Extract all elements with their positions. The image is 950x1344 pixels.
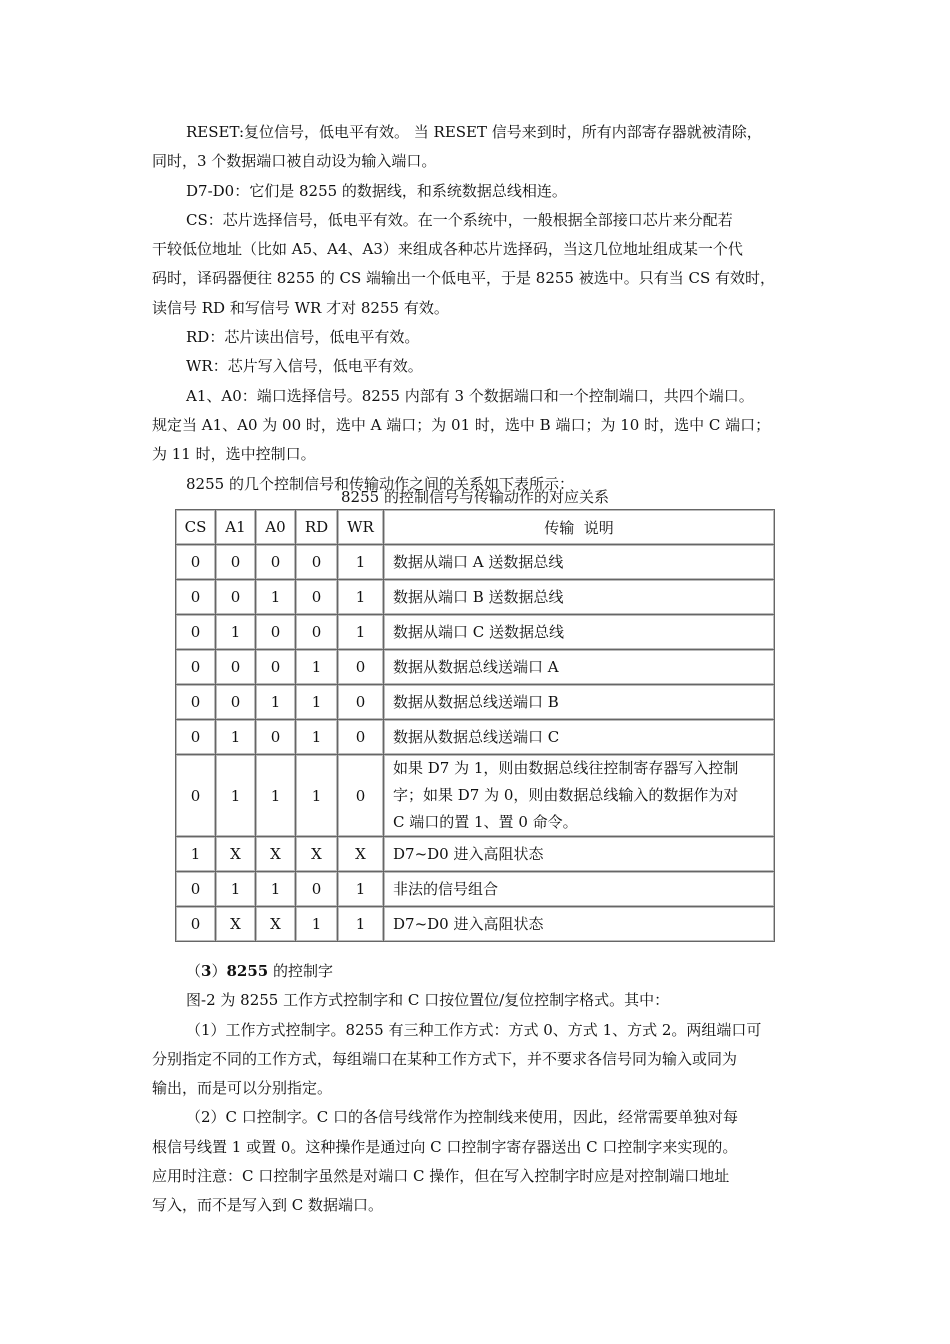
paragraph-line: A1、A0：端口选择信号。8255 内部有 3 个数据端口和一个控制端口，共四个端口。 [186,386,754,405]
cell-description [384,545,775,580]
cell-cs: 0 [176,545,216,580]
paragraph-line: WR：芯片写入信号，低电平有效。 [186,357,423,376]
cell-a0: 0 [256,615,296,650]
paragraph-line: 读信号 RD 和写信号 WR 才对 8255 有效。 [152,298,449,317]
cell-description [384,907,775,942]
cell-rd: 0 [296,580,338,615]
paragraph-line: （1）工作方式控制字。8255 有三种工作方式：方式 0、方式 1、方式 2。两组端口可 [186,1020,762,1039]
cell-description [384,720,775,755]
cell-wr: X [338,837,384,872]
table-row [176,907,775,942]
cell-cs: 1 [176,837,216,872]
section-heading: （3）8255 的控制字 [186,962,333,980]
paragraph-line: 输出，而是可以分别指定。 [152,1079,333,1098]
table-row [176,755,775,837]
description-line: 数据从端口 B 送数据总线 [393,587,564,606]
table-row [176,685,775,720]
cell-wr: 1 [338,580,384,615]
paragraph-line: 码时，译码器便往 8255 的 CS 端输出一个低电平，于是 8255 被选中。只有当 CS 有效时， [152,269,776,288]
paragraph-line: RD：芯片读出信号，低电平有效。 [186,328,420,347]
cell-wr: 1 [338,615,384,650]
cell-a0: 1 [256,580,296,615]
paragraph-line: 应用时注意：C 口控制字虽然是对端口 C 操作，但在写入控制字时应是对控制端口地址 [152,1167,730,1186]
paragraph-line: CS：芯片选择信号，低电平有效。在一个系统中，一般根据全部接口芯片来分配若 [186,210,733,229]
header-a1: A1 [216,510,256,545]
cell-rd: 1 [296,720,338,755]
cell-a1: 1 [216,720,256,755]
description-line: 数据从数据总线送端口 A [393,657,559,676]
paragraph-line: 写入，而不是写入到 C 数据端口。 [152,1196,384,1215]
cell-description [384,580,775,615]
cell-rd: X [296,837,338,872]
cell-a1: 0 [216,685,256,720]
description-line: D7~D0 进入高阻状态 [393,844,544,863]
header-a0: A0 [256,510,296,545]
cell-cs: 0 [176,650,216,685]
cell-wr: 0 [338,650,384,685]
cell-a1: X [216,907,256,942]
cell-cs: 0 [176,580,216,615]
cell-a0: 0 [256,720,296,755]
table-row [176,837,775,872]
cell-rd: 0 [296,545,338,580]
cell-cs: 0 [176,755,216,837]
cell-a0: 1 [256,685,296,720]
cell-cs: 0 [176,615,216,650]
control-word-section [152,957,798,1221]
paragraph-line: 8255 的几个控制信号和传输动作之间的关系如下表所示： [186,474,574,493]
cell-cs: 0 [176,685,216,720]
cell-description [384,615,775,650]
table-caption: 8255 的控制信号与传输动作的对应关系 [341,488,609,506]
cell-description [384,685,775,720]
cell-wr: 0 [338,720,384,755]
signal-table [175,509,775,942]
table-row [176,580,775,615]
table-row [176,720,775,755]
description-line: 数据从端口 C 送数据总线 [393,622,565,641]
cell-a0: 0 [256,650,296,685]
cell-description [384,755,775,837]
cell-a1: 1 [216,755,256,837]
cell-a0: 1 [256,755,296,837]
cell-a1: 0 [216,650,256,685]
description-line: 非法的信号组合 [393,879,499,898]
header-description: 传输 说明 [384,510,775,545]
cell-rd: 1 [296,755,338,837]
cell-wr: 1 [338,872,384,907]
cell-a0: X [256,837,296,872]
cell-a1: X [216,837,256,872]
description-line: 字；如果 D7 为 0，则由数据总线输入的数据作为对 [393,786,739,804]
cell-description [384,837,775,872]
cell-wr: 1 [338,545,384,580]
cell-description [384,872,775,907]
table-row [176,650,775,685]
paragraph-line: 图-2 为 8255 工作方式控制字和 C 口按位置位/复位控制字格式。其中： [186,991,670,1010]
cell-cs: 0 [176,720,216,755]
cell-rd: 1 [296,650,338,685]
paragraph-line: D7-D0：它们是 8255 的数据线，和系统数据总线相连。 [186,181,567,200]
cell-a1: 0 [216,580,256,615]
description-line: 数据从端口 A 送数据总线 [393,552,564,571]
paragraph-line: 分别指定不同的工作方式，每组端口在某种工作方式下，并不要求各信号同为输入或同为 [152,1049,738,1068]
header-rd: RD [296,510,338,545]
paragraph-line: 同时，3 个数据端口被自动设为输入端口。 [152,152,437,171]
cell-rd: 0 [296,872,338,907]
description-line: D7~D0 进入高阻状态 [393,914,544,933]
header-cs: CS [176,510,216,545]
cell-a0: 0 [256,545,296,580]
table-row [176,615,775,650]
intro-text [152,118,798,499]
cell-a0: 1 [256,872,296,907]
cell-a1: 1 [216,615,256,650]
description-line: 数据从数据总线送端口 C [393,727,560,746]
paragraph-line: 规定当 A1、A0 为 00 时，选中 A 端口；为 01 时，选中 B 端口；为 10 时，选中 C 端口； [152,415,771,434]
cell-rd: 1 [296,907,338,942]
paragraph-line: 根信号线置 1 或置 0。这种操作是通过向 C 口控制字寄存器送出 C 口控制字来实现的。 [152,1137,738,1156]
cell-rd: 0 [296,615,338,650]
cell-wr: 0 [338,755,384,837]
table-header-row [176,510,775,545]
description-line: C 端口的置 1、置 0 命令。 [393,813,578,831]
cell-cs: 0 [176,872,216,907]
cell-cs: 0 [176,907,216,942]
description-line: 如果 D7 为 1，则由数据总线往控制寄存器写入控制 [393,759,739,777]
cell-description [384,650,775,685]
cell-a1: 0 [216,545,256,580]
description-line: 数据从数据总线送端口 B [393,692,559,711]
cell-a0: X [256,907,296,942]
paragraph-line: 干较低位地址（比如 A5、A4、A3）来组成各种芯片选择码，当这几位地址组成某一个代 [152,240,743,259]
paragraph-line: 为 11 时，选中控制口。 [152,445,316,464]
table-row [176,545,775,580]
cell-rd: 1 [296,685,338,720]
cell-wr: 1 [338,907,384,942]
table-row [176,872,775,907]
paragraph-line: RESET:复位信号，低电平有效。 当 RESET 信号来到时，所有内部寄存器就被清除， [186,123,762,141]
cell-wr: 0 [338,685,384,720]
header-wr: WR [338,510,384,545]
paragraph-line: （2）C 口控制字。C 口的各信号线常作为控制线来使用，因此，经常需要单独对每 [186,1108,739,1127]
cell-a1: 1 [216,872,256,907]
